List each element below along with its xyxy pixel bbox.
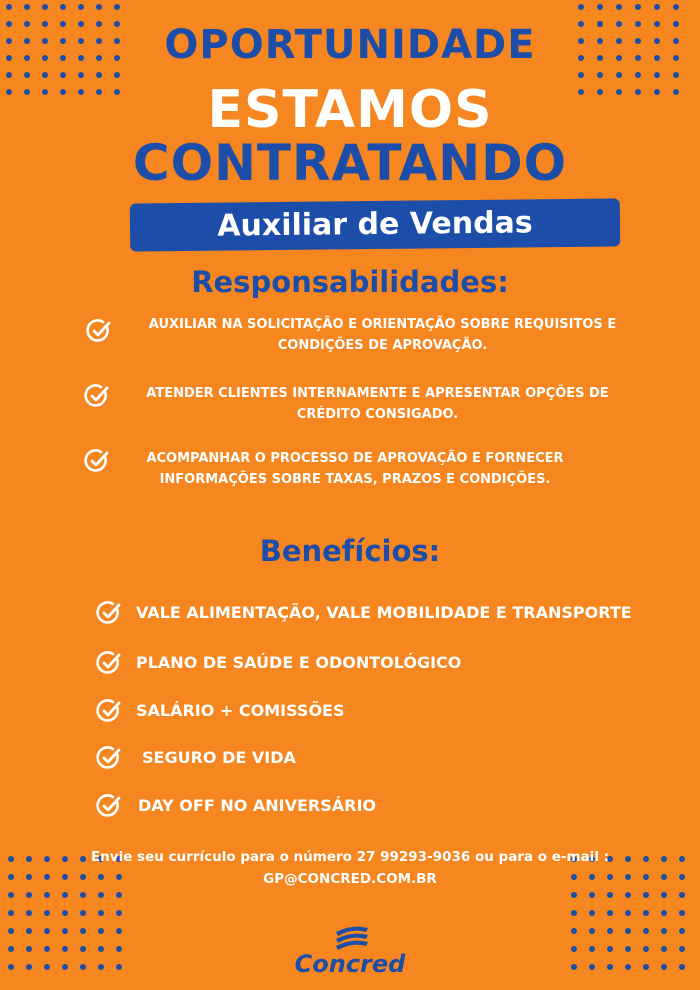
decor-dot xyxy=(60,4,66,10)
decor-dot xyxy=(625,928,631,934)
decor-dot xyxy=(635,4,641,10)
benefit-label: SALÁRIO + COMISSÕES xyxy=(136,701,345,720)
decor-dot xyxy=(679,964,685,970)
decor-dot xyxy=(42,72,48,78)
responsibility-item xyxy=(0,383,700,433)
decor-dot xyxy=(616,4,622,10)
decor-dot xyxy=(44,892,50,898)
check-circle-icon xyxy=(96,745,122,771)
decor-dot xyxy=(635,72,641,78)
responsibility-line: ATENDER CLIENTES INTERNAMENTE E APRESENTAR OPÇÕES DE xyxy=(146,386,609,401)
decor-dot xyxy=(116,910,122,916)
decor-dot xyxy=(24,4,30,10)
decor-dot xyxy=(62,946,68,952)
decor-dot xyxy=(114,4,120,10)
decor-dot xyxy=(607,964,613,970)
decor-dot xyxy=(597,4,603,10)
decor-dot xyxy=(673,72,679,78)
decor-dot xyxy=(26,964,32,970)
check-circle-icon xyxy=(84,448,110,474)
decor-dot xyxy=(571,928,577,934)
decor-dot xyxy=(578,72,584,78)
decor-dot xyxy=(625,964,631,970)
decor-dot xyxy=(98,928,104,934)
benefit-label: PLANO DE SAÚDE E ODONTOLÓGICO xyxy=(136,653,462,672)
decor-dot xyxy=(571,892,577,898)
decor-dot xyxy=(643,946,649,952)
headline-line-1: ESTAMOS xyxy=(207,80,493,140)
decor-dot xyxy=(625,892,631,898)
decor-dot xyxy=(679,892,685,898)
benefit-item xyxy=(96,600,676,630)
decor-dot xyxy=(116,946,122,952)
responsibility-line: AUXILIAR NA SOLICITAÇÃO E ORIENTAÇÃO SOBRE REQUISITOS E xyxy=(148,317,617,332)
decor-dot xyxy=(625,910,631,916)
decor-dot xyxy=(62,910,68,916)
responsibility-item xyxy=(0,314,700,364)
decor-dot xyxy=(42,4,48,10)
decor-dot xyxy=(44,946,50,952)
decor-dot xyxy=(62,892,68,898)
decor-dot xyxy=(578,4,584,10)
decor-dot xyxy=(597,72,603,78)
decor-dot xyxy=(607,928,613,934)
decor-dot xyxy=(78,72,84,78)
decor-dot xyxy=(44,910,50,916)
decor-dot xyxy=(98,964,104,970)
decor-dot xyxy=(80,964,86,970)
decor-dot xyxy=(80,892,86,898)
decor-dot xyxy=(26,928,32,934)
decor-dot xyxy=(78,4,84,10)
decor-dot xyxy=(6,4,12,10)
decor-dot xyxy=(80,910,86,916)
check-circle-icon xyxy=(96,600,122,626)
check-circle-icon xyxy=(96,793,122,819)
decor-dot xyxy=(80,946,86,952)
decor-dot xyxy=(625,946,631,952)
decor-dot xyxy=(26,946,32,952)
logo-wordmark: Concred xyxy=(294,950,406,978)
responsibility-item xyxy=(0,448,700,498)
benefit-label: DAY OFF NO ANIVERSÁRIO xyxy=(138,796,377,815)
decor-dot xyxy=(80,928,86,934)
benefits-title: Benefícios: xyxy=(259,534,441,568)
check-circle-icon xyxy=(86,318,112,344)
decor-dot xyxy=(679,910,685,916)
decor-dot xyxy=(589,928,595,934)
decor-dot xyxy=(607,946,613,952)
decor-dot xyxy=(116,928,122,934)
decor-dot xyxy=(8,928,14,934)
decor-dot xyxy=(24,72,30,78)
decor-dot xyxy=(571,964,577,970)
decor-dot xyxy=(62,964,68,970)
decor-dot xyxy=(679,946,685,952)
decor-dot xyxy=(26,910,32,916)
decor-dot xyxy=(8,964,14,970)
decor-dot xyxy=(8,946,14,952)
check-circle-icon xyxy=(96,698,122,724)
decor-dot xyxy=(96,4,102,10)
decor-dot xyxy=(571,910,577,916)
logo-stripes-icon xyxy=(332,924,372,952)
check-circle-icon xyxy=(96,650,122,676)
decor-dot xyxy=(6,72,12,78)
decor-dot xyxy=(643,964,649,970)
decor-dot xyxy=(673,4,679,10)
decor-dot xyxy=(607,910,613,916)
decor-dot xyxy=(60,72,66,78)
decor-dot xyxy=(26,892,32,898)
decor-dot xyxy=(8,910,14,916)
decor-dot xyxy=(589,910,595,916)
decor-dot xyxy=(571,946,577,952)
benefit-label: SEGURO DE VIDA xyxy=(142,748,296,767)
contact-email: GP@CONCRED.COM.BR xyxy=(263,871,437,887)
decor-dot xyxy=(44,928,50,934)
decor-dot xyxy=(98,910,104,916)
decor-dot xyxy=(643,928,649,934)
responsibilities-title: Responsabilidades: xyxy=(191,265,509,299)
decor-dot xyxy=(661,964,667,970)
decor-dot xyxy=(616,72,622,78)
decor-dot xyxy=(654,72,660,78)
contact-info xyxy=(0,846,700,890)
benefit-label: VALE ALIMENTAÇÃO, VALE MOBILIDADE E TRANSPORTE xyxy=(136,603,632,622)
decor-dot xyxy=(114,72,120,78)
responsibility-line: CRÉDITO CONSIGADO. xyxy=(296,407,459,422)
benefit-item xyxy=(96,793,676,823)
decor-dot xyxy=(98,892,104,898)
kicker-title: OPORTUNIDADE xyxy=(164,22,536,68)
decor-dot xyxy=(661,928,667,934)
decor-dot xyxy=(44,964,50,970)
decor-dot xyxy=(116,892,122,898)
decor-dot xyxy=(661,946,667,952)
decor-dot xyxy=(96,72,102,78)
decor-dot xyxy=(589,892,595,898)
decor-dot xyxy=(643,910,649,916)
benefit-item xyxy=(96,650,676,680)
benefit-item xyxy=(96,745,676,775)
decor-dot xyxy=(589,964,595,970)
decor-dot xyxy=(661,892,667,898)
contact-line: Envie seu currículo para o número 27 99293-9036 ou para o e-mail : xyxy=(90,849,610,865)
decor-dot xyxy=(98,946,104,952)
decor-dot xyxy=(643,892,649,898)
decor-dot xyxy=(589,946,595,952)
benefit-item xyxy=(96,698,676,728)
decor-dot xyxy=(661,910,667,916)
responsibility-line: CONDIÇÕES DE APROVAÇÃO. xyxy=(277,338,488,353)
decor-dot xyxy=(679,928,685,934)
headline-line-2: CONTRATANDO xyxy=(132,134,568,192)
decor-dot xyxy=(8,892,14,898)
decor-dot xyxy=(62,928,68,934)
position-banner: Auxiliar de Vendas xyxy=(130,198,620,251)
responsibility-line: ACOMPANHAR O PROCESSO DE APROVAÇÃO E FORNECER xyxy=(146,451,564,466)
decor-dot xyxy=(116,964,122,970)
concred-logo xyxy=(270,920,430,980)
decor-dot xyxy=(607,892,613,898)
responsibility-line: INFORMAÇÕES SOBRE TAXAS, PRAZOS E CONDIÇÕES. xyxy=(159,472,551,487)
check-circle-icon xyxy=(84,383,110,409)
decor-dot xyxy=(654,4,660,10)
